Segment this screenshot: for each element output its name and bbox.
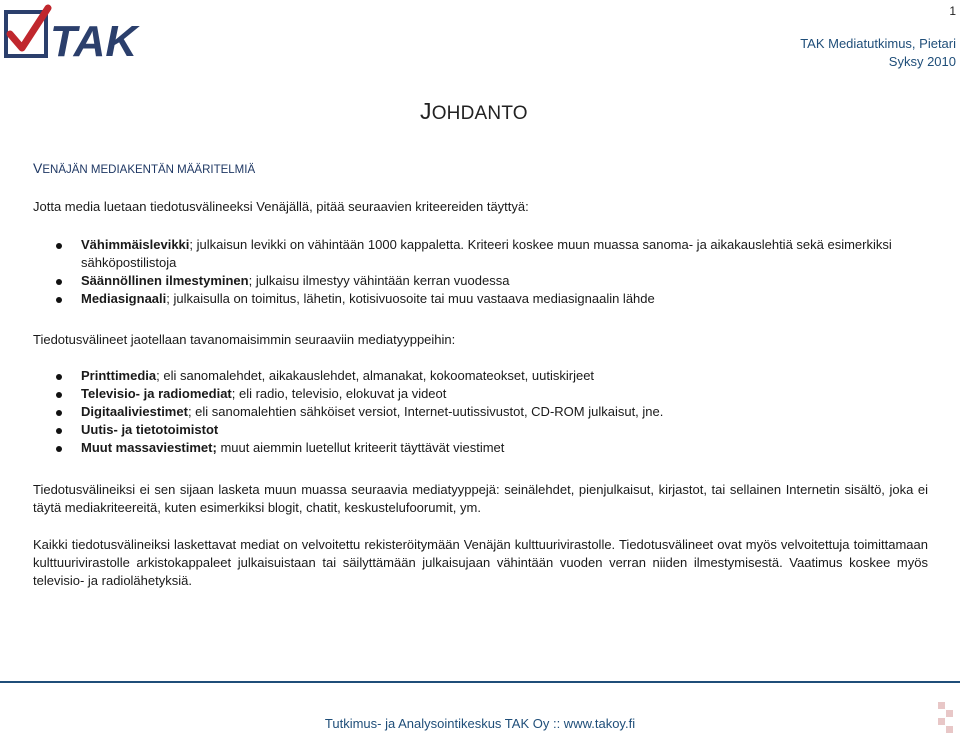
bullet-icon [56, 392, 62, 398]
section-rest: ENÄJÄN MEDIAKENTÄN MÄÄRITELMIÄ [42, 164, 256, 176]
item-term: Uutis- ja tietotoimistot [81, 422, 219, 437]
item-term: Televisio- ja radiomediat [81, 386, 232, 401]
media-types-intro: Tiedotusvälineet jaotellaan tavanomaisimmin seuraaviin mediatyyppeihin: [33, 332, 456, 347]
item-term: Printtimedia [81, 368, 157, 383]
title-first-letter: J [420, 98, 432, 124]
title-rest: OHDANTO [431, 103, 528, 124]
criteria-list [33, 236, 933, 308]
org-name: TAK Mediatutkimus, Pietari [800, 36, 956, 51]
item-text: muut aiemmin luetellut kriteerit täyttävät viestimet [216, 440, 505, 455]
bullet-icon [56, 279, 62, 285]
list-item [33, 385, 933, 403]
bullet-icon [56, 243, 62, 249]
logo-text: TAK [50, 17, 138, 66]
item-text: ; julkaisun levikki on vähintään 1000 kappaletta. Kriteeri koskee muun muassa sanoma- ja aikakauslehtiä sekä esimerkiksi sähköpostilistoja [81, 237, 892, 270]
org-header [800, 35, 956, 71]
item-term: Mediasignaali [81, 291, 167, 306]
section-first-letter: V [33, 160, 43, 176]
bullet-icon [56, 297, 62, 303]
footer-text: Tutkimus- ja Analysointikeskus TAK Oy :: www.takoy.fi [324, 716, 636, 731]
list-item [33, 236, 933, 272]
org-period: Syksy 2010 [888, 54, 956, 69]
item-term: Digitaaliviestimet [81, 404, 188, 419]
exclusions-paragraph: Tiedotusvälineiksi ei sen sijaan lasketa muun muassa seuraavia mediatyyppejä: seinälehdet, pienjulkaisut, kirjastot, tai sellainen Internetin sisältö, joka ei täytä mediakriteereitä, kuten esimerkiksi blogit, chatit, keskustelufoorumit, ym. [33, 482, 928, 515]
item-text: ; julkaisulla on toimitus, lähetin, kotisivuosoite tai muu vastaava mediasignaalin lähde [166, 291, 655, 306]
item-text: ; julkaisu ilmestyy vähintään kerran vuodessa [248, 273, 510, 288]
bullet-icon [56, 446, 62, 452]
item-term: Muut massaviestimet; [81, 440, 217, 455]
page-title [420, 98, 528, 125]
item-text: ; eli sanomalehtien sähköiset versiot, Internet-uutissivustot, CD-ROM julkaisut, jne. [187, 404, 664, 419]
item-text: ; eli sanomalehdet, aikakauslehdet, almanakat, kokoomateokset, uutiskirjeet [156, 368, 595, 383]
list-item [33, 272, 933, 290]
item-text: ; eli radio, televisio, elokuvat ja videot [231, 386, 447, 401]
bullet-icon [56, 428, 62, 434]
section-heading [33, 160, 255, 176]
page-number: 1 [949, 4, 956, 18]
corner-decoration [938, 702, 954, 738]
registration-paragraph: Kaikki tiedotusvälineiksi laskettavat mediat on velvoitettu rekisteröitymään Venäjän kulttuurivirastolle. Tiedotusvälineet ovat myös velvoitettuja toimittamaan kulttuurivirastolle arkistokappaleet julkaisuistaan tai säilyttämään julkaisujaan vähintään vuoden verran niiden ilmestymisestä. Vaatimus koskee myös televisio- ja radiolähetyksiä. [33, 537, 928, 588]
list-item [33, 290, 933, 308]
bullet-icon [56, 410, 62, 416]
bullet-icon [56, 374, 62, 380]
footer-divider [0, 681, 960, 683]
list-item [33, 367, 933, 385]
list-item [33, 439, 933, 457]
intro-paragraph: Jotta media luetaan tiedotusvälineeksi Venäjällä, pitää seuraavien kriteereiden täyttyä: [33, 199, 529, 214]
media-types-list [33, 367, 933, 457]
tak-logo [4, 4, 144, 68]
item-term: Vähimmäislevikki [81, 237, 190, 252]
item-term: Säännöllinen ilmestyminen [81, 273, 249, 288]
list-item [33, 421, 933, 439]
list-item [33, 403, 933, 421]
